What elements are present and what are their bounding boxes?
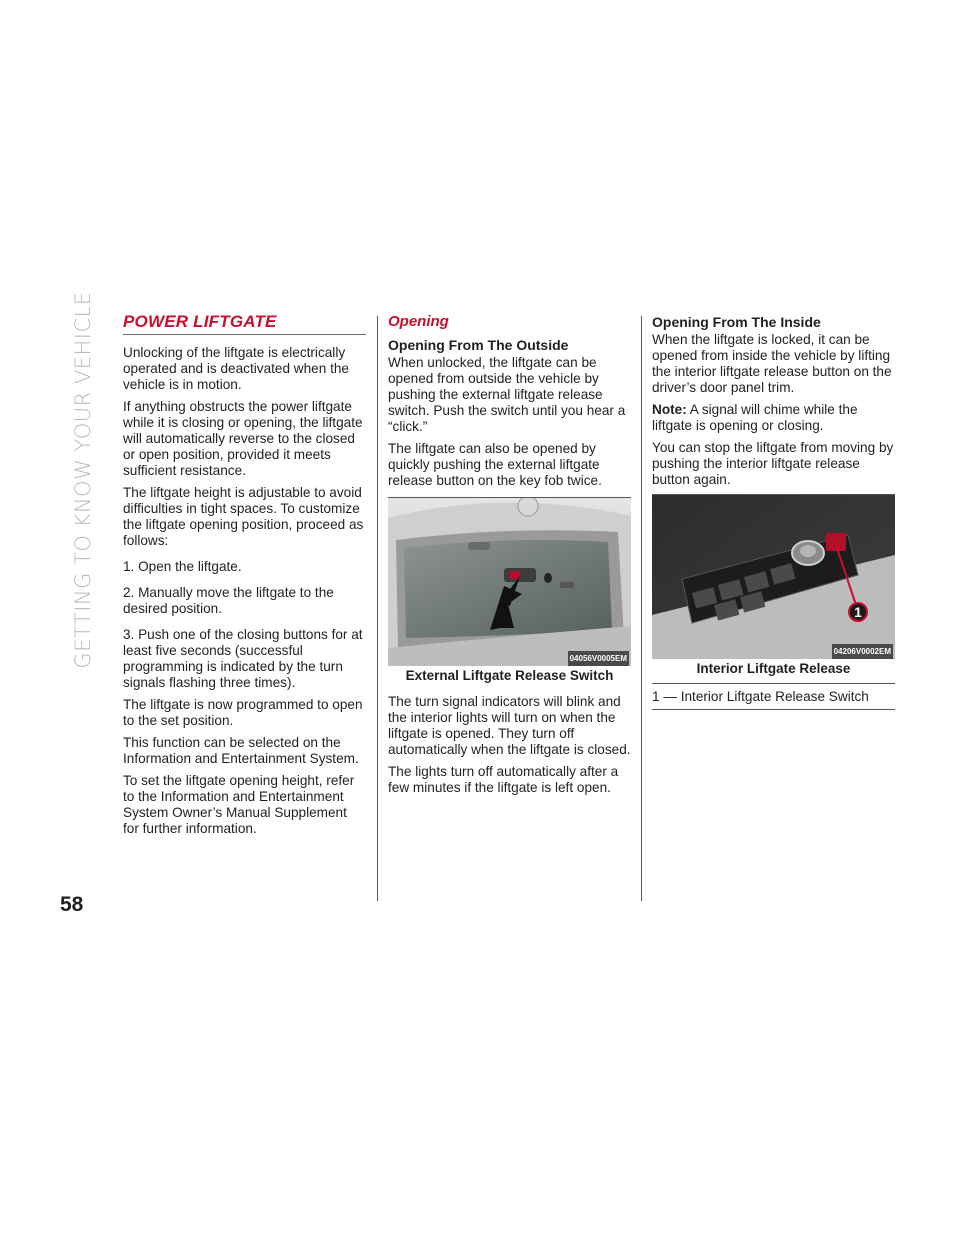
liftgate-exterior-illustration <box>388 498 631 666</box>
note <box>652 402 895 434</box>
figure-caption: Interior Liftgate Release <box>696 661 851 676</box>
chapter-title: GETTING TO KNOW YOUR VEHICLE <box>71 291 95 669</box>
step-item: 1. Open the liftgate. <box>123 559 242 574</box>
figure-legend: 1 — Interior Liftgate Release Switch <box>652 683 895 710</box>
paragraph: The liftgate height is adjustable to avoid difficulties in tight spaces. To customize the liftgate opening position, proceed as follows: <box>123 485 364 548</box>
figure-code: 04056V0005EM <box>568 651 629 666</box>
note-text: A signal will chime while the liftgate is opening or closing. <box>652 402 858 433</box>
note-label: Note: <box>652 402 687 417</box>
column-divider <box>377 316 378 901</box>
figure-interior-release <box>652 494 895 677</box>
interior-release-photo <box>652 495 895 659</box>
column-right <box>652 314 895 710</box>
figure-external-switch <box>388 497 631 684</box>
heading-outside: Opening From The Outside <box>388 337 569 353</box>
door-panel-illustration <box>652 495 895 659</box>
column-divider <box>641 316 642 901</box>
page-number: 58 <box>60 893 84 916</box>
figure-caption: External Liftgate Release Switch <box>405 668 614 683</box>
heading-inside: Opening From The Inside <box>652 314 821 330</box>
paragraph: To set the liftgate opening height, refer to the Information and Entertainment System Owner’s Manual Supplement for further information. <box>123 773 355 836</box>
step-item: 2. Manually move the liftgate to the desired position. <box>123 585 334 616</box>
paragraph: When the liftgate is locked, it can be opened from inside the vehicle by lifting the interior liftgate release button on the driver’s door panel trim. <box>652 332 892 395</box>
external-switch-photo <box>388 498 631 666</box>
column-left <box>123 314 366 843</box>
paragraph: The lights turn off automatically after a few minutes if the liftgate is left open. <box>388 764 619 795</box>
paragraph: If anything obstructs the power liftgate while it is closing or opening, the liftgate will automatically reverse to the closed or open position, provided it meets sufficient resistance. <box>123 399 363 478</box>
paragraph: When unlocked, the liftgate can be opened from outside the vehicle by pushing the external liftgate release switch. Push the switch until you hear a “click.” <box>388 355 626 434</box>
column-middle <box>388 314 631 802</box>
chapter-side-tab <box>60 291 106 669</box>
paragraph: Unlocking of the liftgate is electrically operated and is deactivated when the vehicle is in motion. <box>123 345 349 392</box>
subsection-title: Opening <box>388 313 449 330</box>
step-item: 3. Push one of the closing buttons for at least five seconds (successful programming is indicated by the turn signals flashing three times). <box>123 627 363 690</box>
section-title: POWER LIFTGATE <box>123 314 366 335</box>
callout-number: 1 <box>854 604 862 620</box>
paragraph: The liftgate is now programmed to open to the set position. <box>123 697 363 728</box>
paragraph: The turn signal indicators will blink and the interior lights will turn on when the liftgate is opened. They turn off automatically when the liftgate is closed. <box>388 694 631 757</box>
paragraph: This function can be selected on the Information and Entertainment System. <box>123 735 359 766</box>
figure-code: 04206V0002EM <box>832 644 893 659</box>
paragraph: The liftgate can also be opened by quickly pushing the external liftgate release button on the key fob twice. <box>388 441 602 488</box>
paragraph: You can stop the liftgate from moving by pushing the interior liftgate release button again. <box>652 440 894 487</box>
